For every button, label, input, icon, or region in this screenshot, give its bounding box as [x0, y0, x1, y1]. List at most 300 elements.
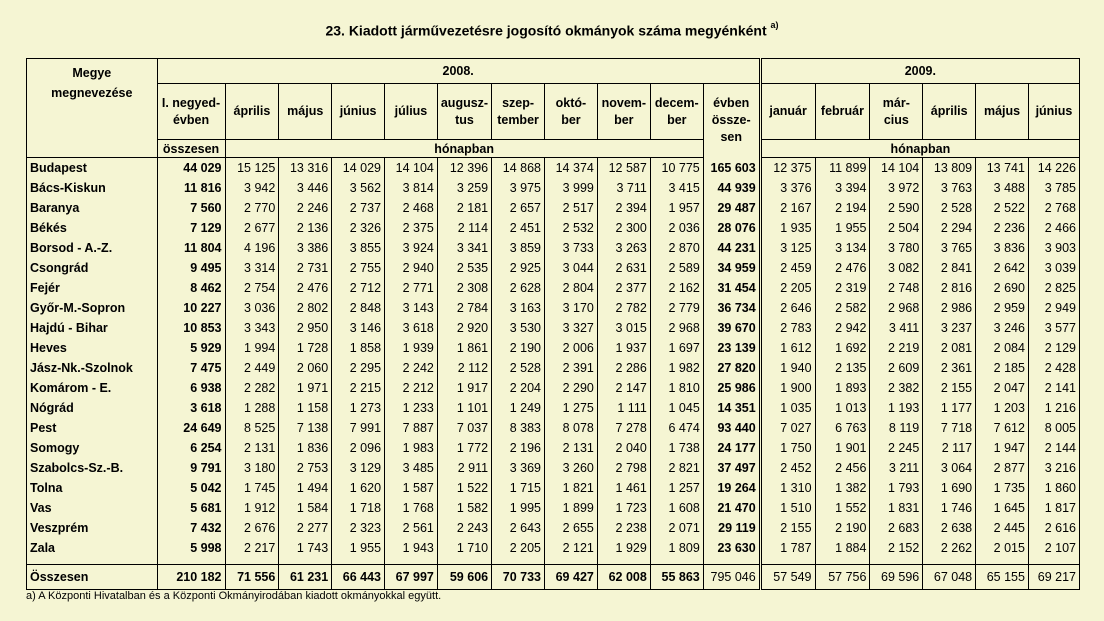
month-2008-value: 3 446: [279, 178, 332, 198]
q1-value: 7 475: [157, 358, 225, 378]
month-2008-value: 2 136: [279, 218, 332, 238]
month-2008-value: 1 522: [437, 478, 491, 498]
month-2009-value: 1 692: [815, 338, 870, 358]
month-2008-value: 3 530: [492, 318, 545, 338]
month-2009-value: 2 968: [870, 298, 923, 318]
month-2008-value: 6 474: [650, 418, 703, 438]
month-2008-value: 2 326: [332, 218, 385, 238]
month-2009-value: 2 047: [976, 378, 1029, 398]
month-2008-value: 2 589: [650, 258, 703, 278]
county-name: Nógrád: [27, 398, 158, 418]
month-2008-value: 2 771: [385, 278, 438, 298]
month-2008-value: 2 300: [597, 218, 650, 238]
month-2008-value: 2 770: [225, 198, 279, 218]
month-2009-value: 3 039: [1028, 258, 1079, 278]
month-header-2008: októ-ber: [545, 84, 598, 140]
month-2009-value: 7 612: [976, 418, 1029, 438]
honapban-2008-header: hónapban: [225, 140, 703, 158]
month-2008-value: 1 858: [332, 338, 385, 358]
year-total-value: 21 470: [703, 498, 760, 518]
month-2008-value: 2 950: [279, 318, 332, 338]
month-2008-value: 1 587: [385, 478, 438, 498]
month-2008-value: 2 755: [332, 258, 385, 278]
month-2009-value: 2 949: [1028, 298, 1079, 318]
month-2008-value: 1 912: [225, 498, 279, 518]
month-2008-value: 8 383: [492, 418, 545, 438]
month-2008-value: 2 920: [437, 318, 491, 338]
month-header-2009: február: [815, 84, 870, 140]
month-2008-value: 3 129: [332, 458, 385, 478]
month-2009-value: 1 645: [976, 498, 1029, 518]
month-2009-value: 2 768: [1028, 198, 1079, 218]
month-2009-value: 2 609: [870, 358, 923, 378]
month-2009-value: 12 375: [760, 158, 815, 179]
month-2008-value: 2 677: [225, 218, 279, 238]
table-row: [27, 358, 1080, 378]
month-2008-value: 2 181: [437, 198, 491, 218]
month-header-2008: augusz-tus: [437, 84, 491, 140]
month-2008-value: 1 233: [385, 398, 438, 418]
month-2009-value: 2 205: [760, 278, 815, 298]
month-2009-value: 6 763: [815, 418, 870, 438]
month-2008-value: 3 855: [332, 238, 385, 258]
month-2009-value: 57 549: [760, 565, 815, 590]
month-2008-value: 2 532: [545, 218, 598, 238]
month-2009-value: 2 155: [923, 378, 976, 398]
table-row: [27, 458, 1080, 478]
q1-value: 3 618: [157, 398, 225, 418]
q1-value: 5 929: [157, 338, 225, 358]
month-2008-value: 1 861: [437, 338, 491, 358]
month-2009-value: 2 319: [815, 278, 870, 298]
month-2009-value: 2 504: [870, 218, 923, 238]
month-2008-value: 1 494: [279, 478, 332, 498]
month-2009-value: 3 785: [1028, 178, 1079, 198]
month-2009-value: 3 836: [976, 238, 1029, 258]
month-2008-value: 3 327: [545, 318, 598, 338]
month-2009-value: 13 741: [976, 158, 1029, 179]
month-2008-value: 3 369: [492, 458, 545, 478]
month-2009-value: 1 940: [760, 358, 815, 378]
month-2008-value: 1 810: [650, 378, 703, 398]
month-2008-value: 1 045: [650, 398, 703, 418]
month-2009-value: 2 841: [923, 258, 976, 278]
month-2009-value: 69 217: [1028, 565, 1079, 590]
month-2009-value: 1 552: [815, 498, 870, 518]
county-name: Komárom - E.: [27, 378, 158, 398]
month-2008-value: 1 982: [650, 358, 703, 378]
month-2008-value: 2 036: [650, 218, 703, 238]
month-2008-value: 2 323: [332, 518, 385, 538]
month-2008-value: 61 231: [279, 565, 332, 590]
month-2008-value: 2 290: [545, 378, 598, 398]
table-row: [27, 438, 1080, 458]
county-name: Békés: [27, 218, 158, 238]
month-2008-value: 8 525: [225, 418, 279, 438]
month-2008-value: 3 260: [545, 458, 598, 478]
month-2008-value: 3 975: [492, 178, 545, 198]
month-2009-value: 1 793: [870, 478, 923, 498]
month-2008-value: 2 040: [597, 438, 650, 458]
month-2008-value: 3 180: [225, 458, 279, 478]
q1-value: 11 804: [157, 238, 225, 258]
month-2008-value: 1 728: [279, 338, 332, 358]
footnote: a) A Központi Hivatalban és a Központi Okmányirodában kiadott okmányokkal együtt.: [26, 590, 442, 602]
month-2008-value: 2 561: [385, 518, 438, 538]
month-2008-value: 1 738: [650, 438, 703, 458]
month-2008-value: 59 606: [437, 565, 491, 590]
month-2009-value: 2 219: [870, 338, 923, 358]
q1-value: 44 029: [157, 158, 225, 179]
month-2008-value: 2 528: [492, 358, 545, 378]
county-name: Pest: [27, 418, 158, 438]
year-total-value: 36 734: [703, 298, 760, 318]
q1-header: I. negyed-évben: [157, 84, 225, 140]
month-2009-value: 7 718: [923, 418, 976, 438]
month-2009-value: 1 893: [815, 378, 870, 398]
month-2008-value: 4 196: [225, 238, 279, 258]
month-2008-value: 2 968: [650, 318, 703, 338]
year-total-value: 14 351: [703, 398, 760, 418]
month-2009-value: 1 013: [815, 398, 870, 418]
month-2009-value: 1 901: [815, 438, 870, 458]
month-2008-value: 1 697: [650, 338, 703, 358]
month-2008-value: 2 535: [437, 258, 491, 278]
month-2009-value: 2 646: [760, 298, 815, 318]
month-2009-value: 3 488: [976, 178, 1029, 198]
county-name: Veszprém: [27, 518, 158, 538]
month-2009-value: 1 612: [760, 338, 815, 358]
month-2008-value: 1 275: [545, 398, 598, 418]
county-name: Szabolcs-Sz.-B.: [27, 458, 158, 478]
q1-value: 5 042: [157, 478, 225, 498]
month-2008-value: 2 779: [650, 298, 703, 318]
month-2008-value: 2 006: [545, 338, 598, 358]
county-name: Jász-Nk.-Szolnok: [27, 358, 158, 378]
month-2009-value: 2 141: [1028, 378, 1079, 398]
year-total-value: 37 497: [703, 458, 760, 478]
month-2009-value: 1 900: [760, 378, 815, 398]
month-2008-value: 2 712: [332, 278, 385, 298]
month-2008-value: 2 162: [650, 278, 703, 298]
month-header-2009: június: [1028, 84, 1079, 140]
q1-value: 10 227: [157, 298, 225, 318]
month-header-2008: április: [225, 84, 279, 140]
year-total-value: 29 119: [703, 518, 760, 538]
year-total-value: 34 959: [703, 258, 760, 278]
month-2008-value: 2 802: [279, 298, 332, 318]
month-2008-value: 3 314: [225, 258, 279, 278]
year-total-value: 27 820: [703, 358, 760, 378]
month-2009-value: 1 860: [1028, 478, 1079, 498]
month-2008-value: 2 112: [437, 358, 491, 378]
month-2008-value: 2 476: [279, 278, 332, 298]
month-2009-value: 1 510: [760, 498, 815, 518]
q1-value: 10 853: [157, 318, 225, 338]
month-2009-value: 11 899: [815, 158, 870, 179]
month-2008-value: 2 449: [225, 358, 279, 378]
month-2009-value: 1 884: [815, 538, 870, 558]
month-2008-value: 1 745: [225, 478, 279, 498]
table-row: [27, 478, 1080, 498]
month-2008-value: 2 282: [225, 378, 279, 398]
month-2008-value: 2 204: [492, 378, 545, 398]
month-2009-value: 3 134: [815, 238, 870, 258]
month-2009-value: 1 817: [1028, 498, 1079, 518]
month-2008-value: 2 925: [492, 258, 545, 278]
year-total-value: 44 939: [703, 178, 760, 198]
month-2009-value: 3 237: [923, 318, 976, 338]
month-2008-value: 2 798: [597, 458, 650, 478]
month-2008-value: 1 768: [385, 498, 438, 518]
table-title: [0, 22, 1104, 39]
month-2009-value: 2 959: [976, 298, 1029, 318]
month-header-2008: május: [279, 84, 332, 140]
month-2008-value: 2 468: [385, 198, 438, 218]
month-2008-value: 3 170: [545, 298, 598, 318]
month-header-2009: április: [923, 84, 976, 140]
month-2008-value: 2 631: [597, 258, 650, 278]
table-row: [27, 378, 1080, 398]
month-2008-value: 2 212: [385, 378, 438, 398]
year-total-header: évben össze-sen: [703, 84, 760, 158]
month-2009-value: 1 735: [976, 478, 1029, 498]
month-2008-value: 3 999: [545, 178, 598, 198]
month-2008-value: 1 715: [492, 478, 545, 498]
table-row: [27, 178, 1080, 198]
month-2008-value: 7 991: [332, 418, 385, 438]
month-2008-value: 1 710: [437, 538, 491, 558]
year-total-value: 165 603: [703, 158, 760, 179]
month-2008-value: 2 848: [332, 298, 385, 318]
month-2009-value: 1 177: [923, 398, 976, 418]
month-2009-value: 2 616: [1028, 518, 1079, 538]
county-name: Baranya: [27, 198, 158, 218]
month-2009-value: 3 246: [976, 318, 1029, 338]
month-2008-value: 14 868: [492, 158, 545, 179]
table-row: [27, 318, 1080, 338]
month-2009-value: 3 903: [1028, 238, 1079, 258]
month-2008-value: 2 394: [597, 198, 650, 218]
month-2008-value: 1 620: [332, 478, 385, 498]
table-row: [27, 418, 1080, 438]
county-header: [27, 59, 158, 140]
month-2008-value: 3 924: [385, 238, 438, 258]
month-2008-value: 2 131: [225, 438, 279, 458]
month-2008-value: 7 138: [279, 418, 332, 438]
month-2009-value: 3 763: [923, 178, 976, 198]
month-2009-value: 2 642: [976, 258, 1029, 278]
year-total-value: 19 264: [703, 478, 760, 498]
month-2008-value: 1 461: [597, 478, 650, 498]
month-2008-value: 2 676: [225, 518, 279, 538]
table-title-text: 23. Kiadott járművezetésre jogosító okmányok száma megyénként: [325, 22, 767, 39]
month-2008-value: 1 257: [650, 478, 703, 498]
month-2008-value: 15 125: [225, 158, 279, 179]
month-2009-value: 3 765: [923, 238, 976, 258]
month-2009-value: 2 107: [1028, 538, 1079, 558]
q1-value: 11 816: [157, 178, 225, 198]
month-2009-value: 13 809: [923, 158, 976, 179]
month-2008-value: 1 718: [332, 498, 385, 518]
county-header-line2: megnevezése: [51, 86, 133, 100]
month-header-2009: már-cius: [870, 84, 923, 140]
month-2008-value: 2 121: [545, 538, 598, 558]
month-2008-value: 3 618: [385, 318, 438, 338]
month-2008-value: 3 143: [385, 298, 438, 318]
month-2009-value: 2 942: [815, 318, 870, 338]
month-2008-value: 1 743: [279, 538, 332, 558]
month-header-2008: július: [385, 84, 438, 140]
month-2008-value: 2 377: [597, 278, 650, 298]
month-2008-value: 14 374: [545, 158, 598, 179]
month-2008-value: 3 044: [545, 258, 598, 278]
month-2008-value: 2 242: [385, 358, 438, 378]
month-2009-value: 3 376: [760, 178, 815, 198]
month-2009-value: 8 119: [870, 418, 923, 438]
month-2008-value: 2 071: [650, 518, 703, 538]
month-2009-value: 3 211: [870, 458, 923, 478]
month-2009-value: 3 972: [870, 178, 923, 198]
month-2009-value: 1 787: [760, 538, 815, 558]
month-2008-value: 2 940: [385, 258, 438, 278]
month-2009-value: 1 750: [760, 438, 815, 458]
q1-value: 7 129: [157, 218, 225, 238]
month-2008-value: 1 584: [279, 498, 332, 518]
month-2009-value: 3 411: [870, 318, 923, 338]
month-2009-value: 1 382: [815, 478, 870, 498]
month-header-2008: június: [332, 84, 385, 140]
month-2008-value: 2 238: [597, 518, 650, 538]
month-2009-value: 2 245: [870, 438, 923, 458]
month-2008-value: 71 556: [225, 565, 279, 590]
month-2008-value: 2 147: [597, 378, 650, 398]
month-2008-value: 2 196: [492, 438, 545, 458]
month-2008-value: 1 821: [545, 478, 598, 498]
month-2008-value: 2 754: [225, 278, 279, 298]
statistics-table: [26, 58, 1080, 590]
month-2009-value: 2 466: [1028, 218, 1079, 238]
q1-value: 7 432: [157, 518, 225, 538]
table-row: [27, 278, 1080, 298]
month-2009-value: 2 152: [870, 538, 923, 558]
month-2009-value: 1 690: [923, 478, 976, 498]
month-2009-value: 2 783: [760, 318, 815, 338]
month-2009-value: 2 459: [760, 258, 815, 278]
month-2008-value: 2 060: [279, 358, 332, 378]
month-2009-value: 3 216: [1028, 458, 1079, 478]
month-2008-value: 2 246: [279, 198, 332, 218]
county-name: Fejér: [27, 278, 158, 298]
month-2008-value: 12 587: [597, 158, 650, 179]
year-total-value: 93 440: [703, 418, 760, 438]
month-2009-value: 2 144: [1028, 438, 1079, 458]
month-2008-value: 1 772: [437, 438, 491, 458]
table-row: [27, 258, 1080, 278]
month-2009-value: 1 746: [923, 498, 976, 518]
month-2008-value: 1 939: [385, 338, 438, 358]
month-2008-value: 2 308: [437, 278, 491, 298]
county-header-line1: Megye: [72, 66, 112, 80]
year-total-value: 24 177: [703, 438, 760, 458]
month-2008-value: 1 955: [332, 538, 385, 558]
month-2008-value: 2 215: [332, 378, 385, 398]
q1-value: 8 462: [157, 278, 225, 298]
month-2009-value: 2 456: [815, 458, 870, 478]
month-2008-value: 3 036: [225, 298, 279, 318]
q1-value: 7 560: [157, 198, 225, 218]
year-total-value: 44 231: [703, 238, 760, 258]
month-2008-value: 2 737: [332, 198, 385, 218]
county-name: Összesen: [27, 565, 158, 590]
month-2009-value: 14 104: [870, 158, 923, 179]
month-2008-value: 3 859: [492, 238, 545, 258]
month-2009-value: 2 190: [815, 518, 870, 538]
month-2008-value: 1 971: [279, 378, 332, 398]
month-2009-value: 2 638: [923, 518, 976, 538]
month-2009-value: 1 035: [760, 398, 815, 418]
month-2009-value: 2 528: [923, 198, 976, 218]
month-2009-value: 2 236: [976, 218, 1029, 238]
month-2009-value: 2 452: [760, 458, 815, 478]
q1-value: 6 254: [157, 438, 225, 458]
q1-value: 24 649: [157, 418, 225, 438]
month-2009-value: 57 756: [815, 565, 870, 590]
month-2008-value: 1 994: [225, 338, 279, 358]
month-2008-value: 1 249: [492, 398, 545, 418]
month-2009-value: 3 577: [1028, 318, 1079, 338]
table-row: [27, 218, 1080, 238]
month-2008-value: 69 427: [545, 565, 598, 590]
table-row: [27, 238, 1080, 258]
month-2009-value: 2 185: [976, 358, 1029, 378]
month-2009-value: 2 361: [923, 358, 976, 378]
month-2008-value: 2 277: [279, 518, 332, 538]
month-2009-value: 3 064: [923, 458, 976, 478]
month-2008-value: 2 451: [492, 218, 545, 238]
county-name: Győr-M.-Sopron: [27, 298, 158, 318]
month-2008-value: 70 733: [492, 565, 545, 590]
month-2008-value: 7 037: [437, 418, 491, 438]
month-2008-value: 2 131: [545, 438, 598, 458]
month-header-2008: decem-ber: [650, 84, 703, 140]
month-2008-value: 3 341: [437, 238, 491, 258]
month-2009-value: 2 135: [815, 358, 870, 378]
month-2008-value: 7 278: [597, 418, 650, 438]
month-2009-value: 2 816: [923, 278, 976, 298]
month-2009-value: 67 048: [923, 565, 976, 590]
month-2009-value: 2 522: [976, 198, 1029, 218]
honapban-2009-header: hónapban: [760, 140, 1079, 158]
county-name: Vas: [27, 498, 158, 518]
month-2008-value: 3 343: [225, 318, 279, 338]
month-2008-value: 3 942: [225, 178, 279, 198]
month-2009-value: 2 986: [923, 298, 976, 318]
year-total-value: 23 139: [703, 338, 760, 358]
month-2008-value: 55 863: [650, 565, 703, 590]
table-row: [27, 518, 1080, 538]
month-2009-value: 8 005: [1028, 418, 1079, 438]
month-2008-value: 2 243: [437, 518, 491, 538]
q1-value: 210 182: [157, 565, 225, 590]
table-row: [27, 338, 1080, 358]
month-2009-value: 3 394: [815, 178, 870, 198]
month-2008-value: 1 288: [225, 398, 279, 418]
month-2009-value: 2 877: [976, 458, 1029, 478]
year-total-value: 28 076: [703, 218, 760, 238]
month-2009-value: 1 310: [760, 478, 815, 498]
month-2008-value: 7 887: [385, 418, 438, 438]
